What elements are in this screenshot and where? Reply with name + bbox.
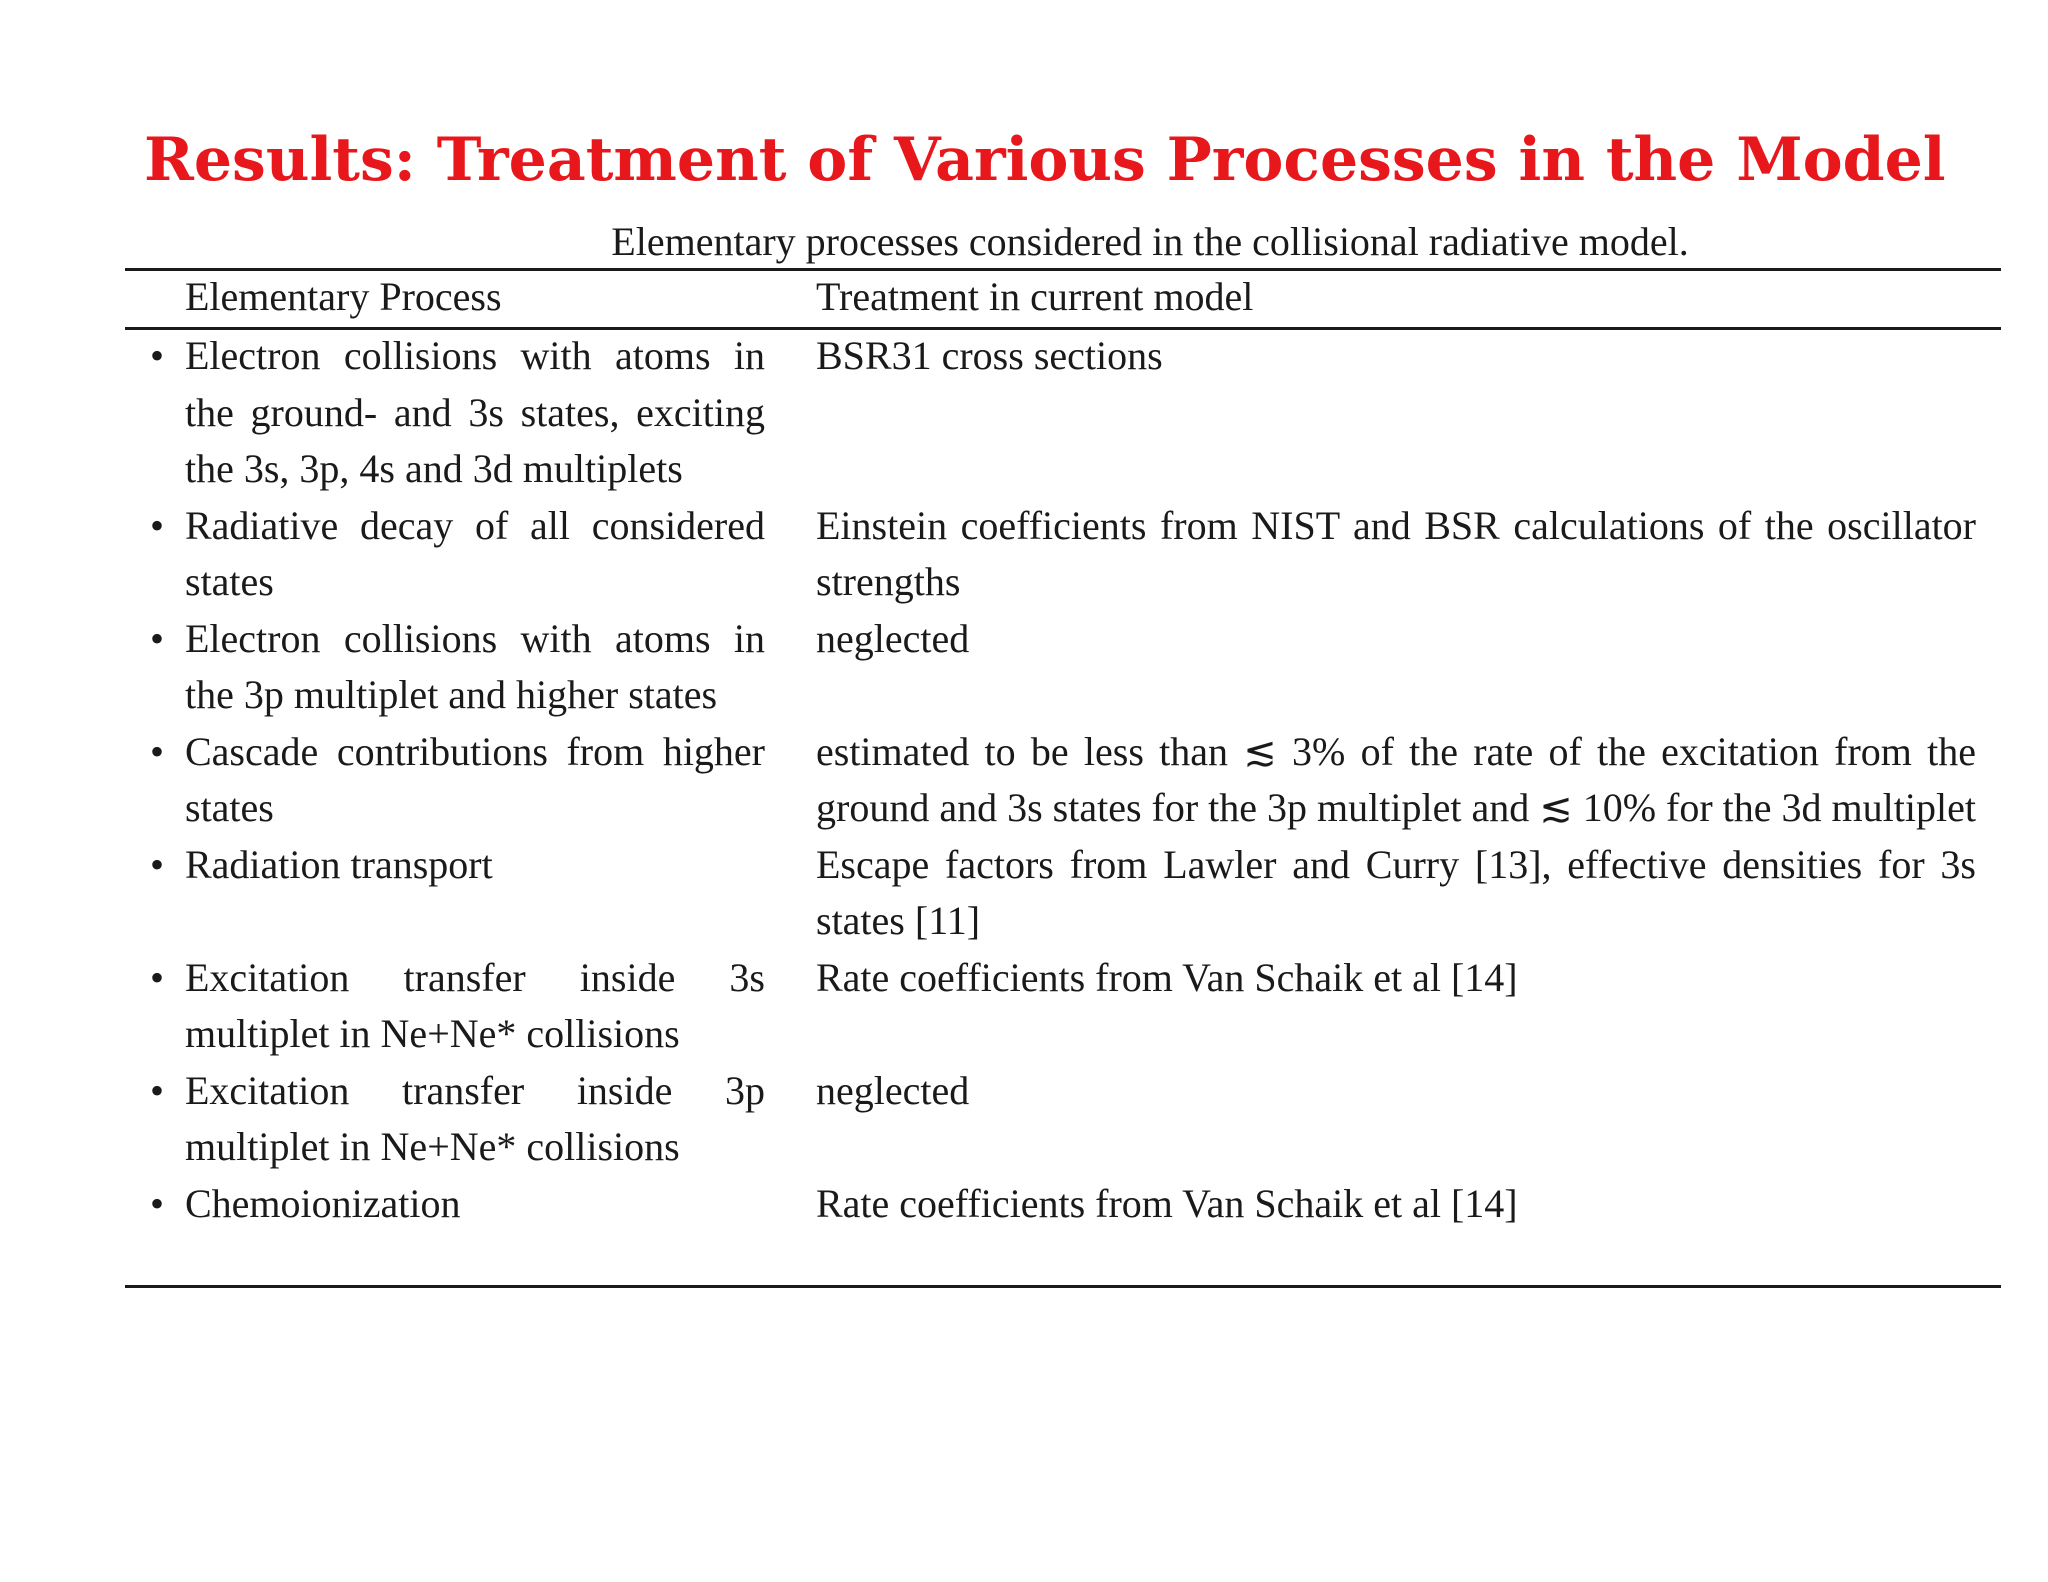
bullet-icon: • bbox=[150, 502, 165, 548]
table-row bbox=[0, 328, 2048, 498]
process-cell: Electron collisions with atoms in the ground- and 3s states, exciting the 3s, 3p, 4s and 3d multiplets bbox=[185, 333, 765, 491]
treatment-cell: Rate coefficients from Van Schaik et al [14] bbox=[816, 954, 1518, 1000]
bullet-icon: • bbox=[150, 728, 165, 774]
table-row bbox=[0, 611, 2048, 724]
process-cell: Excitation transfer inside 3p multiplet in Ne+Ne* collisions bbox=[185, 1067, 765, 1169]
treatment-cell: neglected bbox=[816, 1067, 970, 1113]
bullet-icon: • bbox=[150, 333, 165, 378]
table-bottom-rule bbox=[125, 1285, 2001, 1288]
process-cell: Electron collisions with atoms in the 3p multiplet and higher states bbox=[185, 615, 765, 717]
treatment-cell: Escape factors from Lawler and Curry [13], effective densities for 3s states [11] bbox=[816, 841, 1976, 943]
process-cell: Radiative decay of all considered states bbox=[185, 502, 765, 604]
table-caption: Elementary processes considered in the collisional radiative model. bbox=[611, 219, 1689, 264]
table-row bbox=[0, 498, 2048, 611]
table-body bbox=[0, 328, 2048, 1232]
bullet-icon: • bbox=[150, 1180, 165, 1226]
treatment-cell: neglected bbox=[816, 615, 970, 661]
column-header-treatment: Treatment in current model bbox=[816, 274, 1254, 319]
bullet-icon: • bbox=[150, 1067, 165, 1113]
table-row bbox=[0, 837, 2048, 950]
process-cell: Chemoionization bbox=[185, 1180, 461, 1226]
treatment-cell: Einstein coefficients from NIST and BSR calculations of the oscillator strengths bbox=[816, 502, 1976, 604]
table-row bbox=[0, 950, 2048, 1063]
bullet-icon: • bbox=[150, 841, 165, 887]
table-row bbox=[0, 1063, 2048, 1176]
process-cell: Excitation transfer inside 3s multiplet in Ne+Ne* collisions bbox=[185, 954, 765, 1056]
column-header-process: Elementary Process bbox=[185, 274, 502, 319]
bullet-icon: • bbox=[150, 615, 165, 661]
table-row bbox=[0, 724, 2048, 837]
process-cell: Cascade contributions from higher states bbox=[185, 728, 765, 830]
treatment-cell: estimated to be less than ≲ 3% of the rate of the excitation from the ground and 3s states for the 3p multiplet and ≲ 10% for the 3d multiplet bbox=[816, 728, 1976, 830]
process-cell: Radiation transport bbox=[185, 841, 493, 887]
treatment-cell: Rate coefficients from Van Schaik et al [14] bbox=[816, 1180, 1518, 1226]
bullet-icon: • bbox=[150, 954, 165, 1000]
slide-title: Results: Treatment of Various Processes in the Model bbox=[144, 125, 1946, 195]
table-row bbox=[0, 1176, 2048, 1233]
treatment-cell: BSR31 cross sections bbox=[816, 333, 1163, 378]
